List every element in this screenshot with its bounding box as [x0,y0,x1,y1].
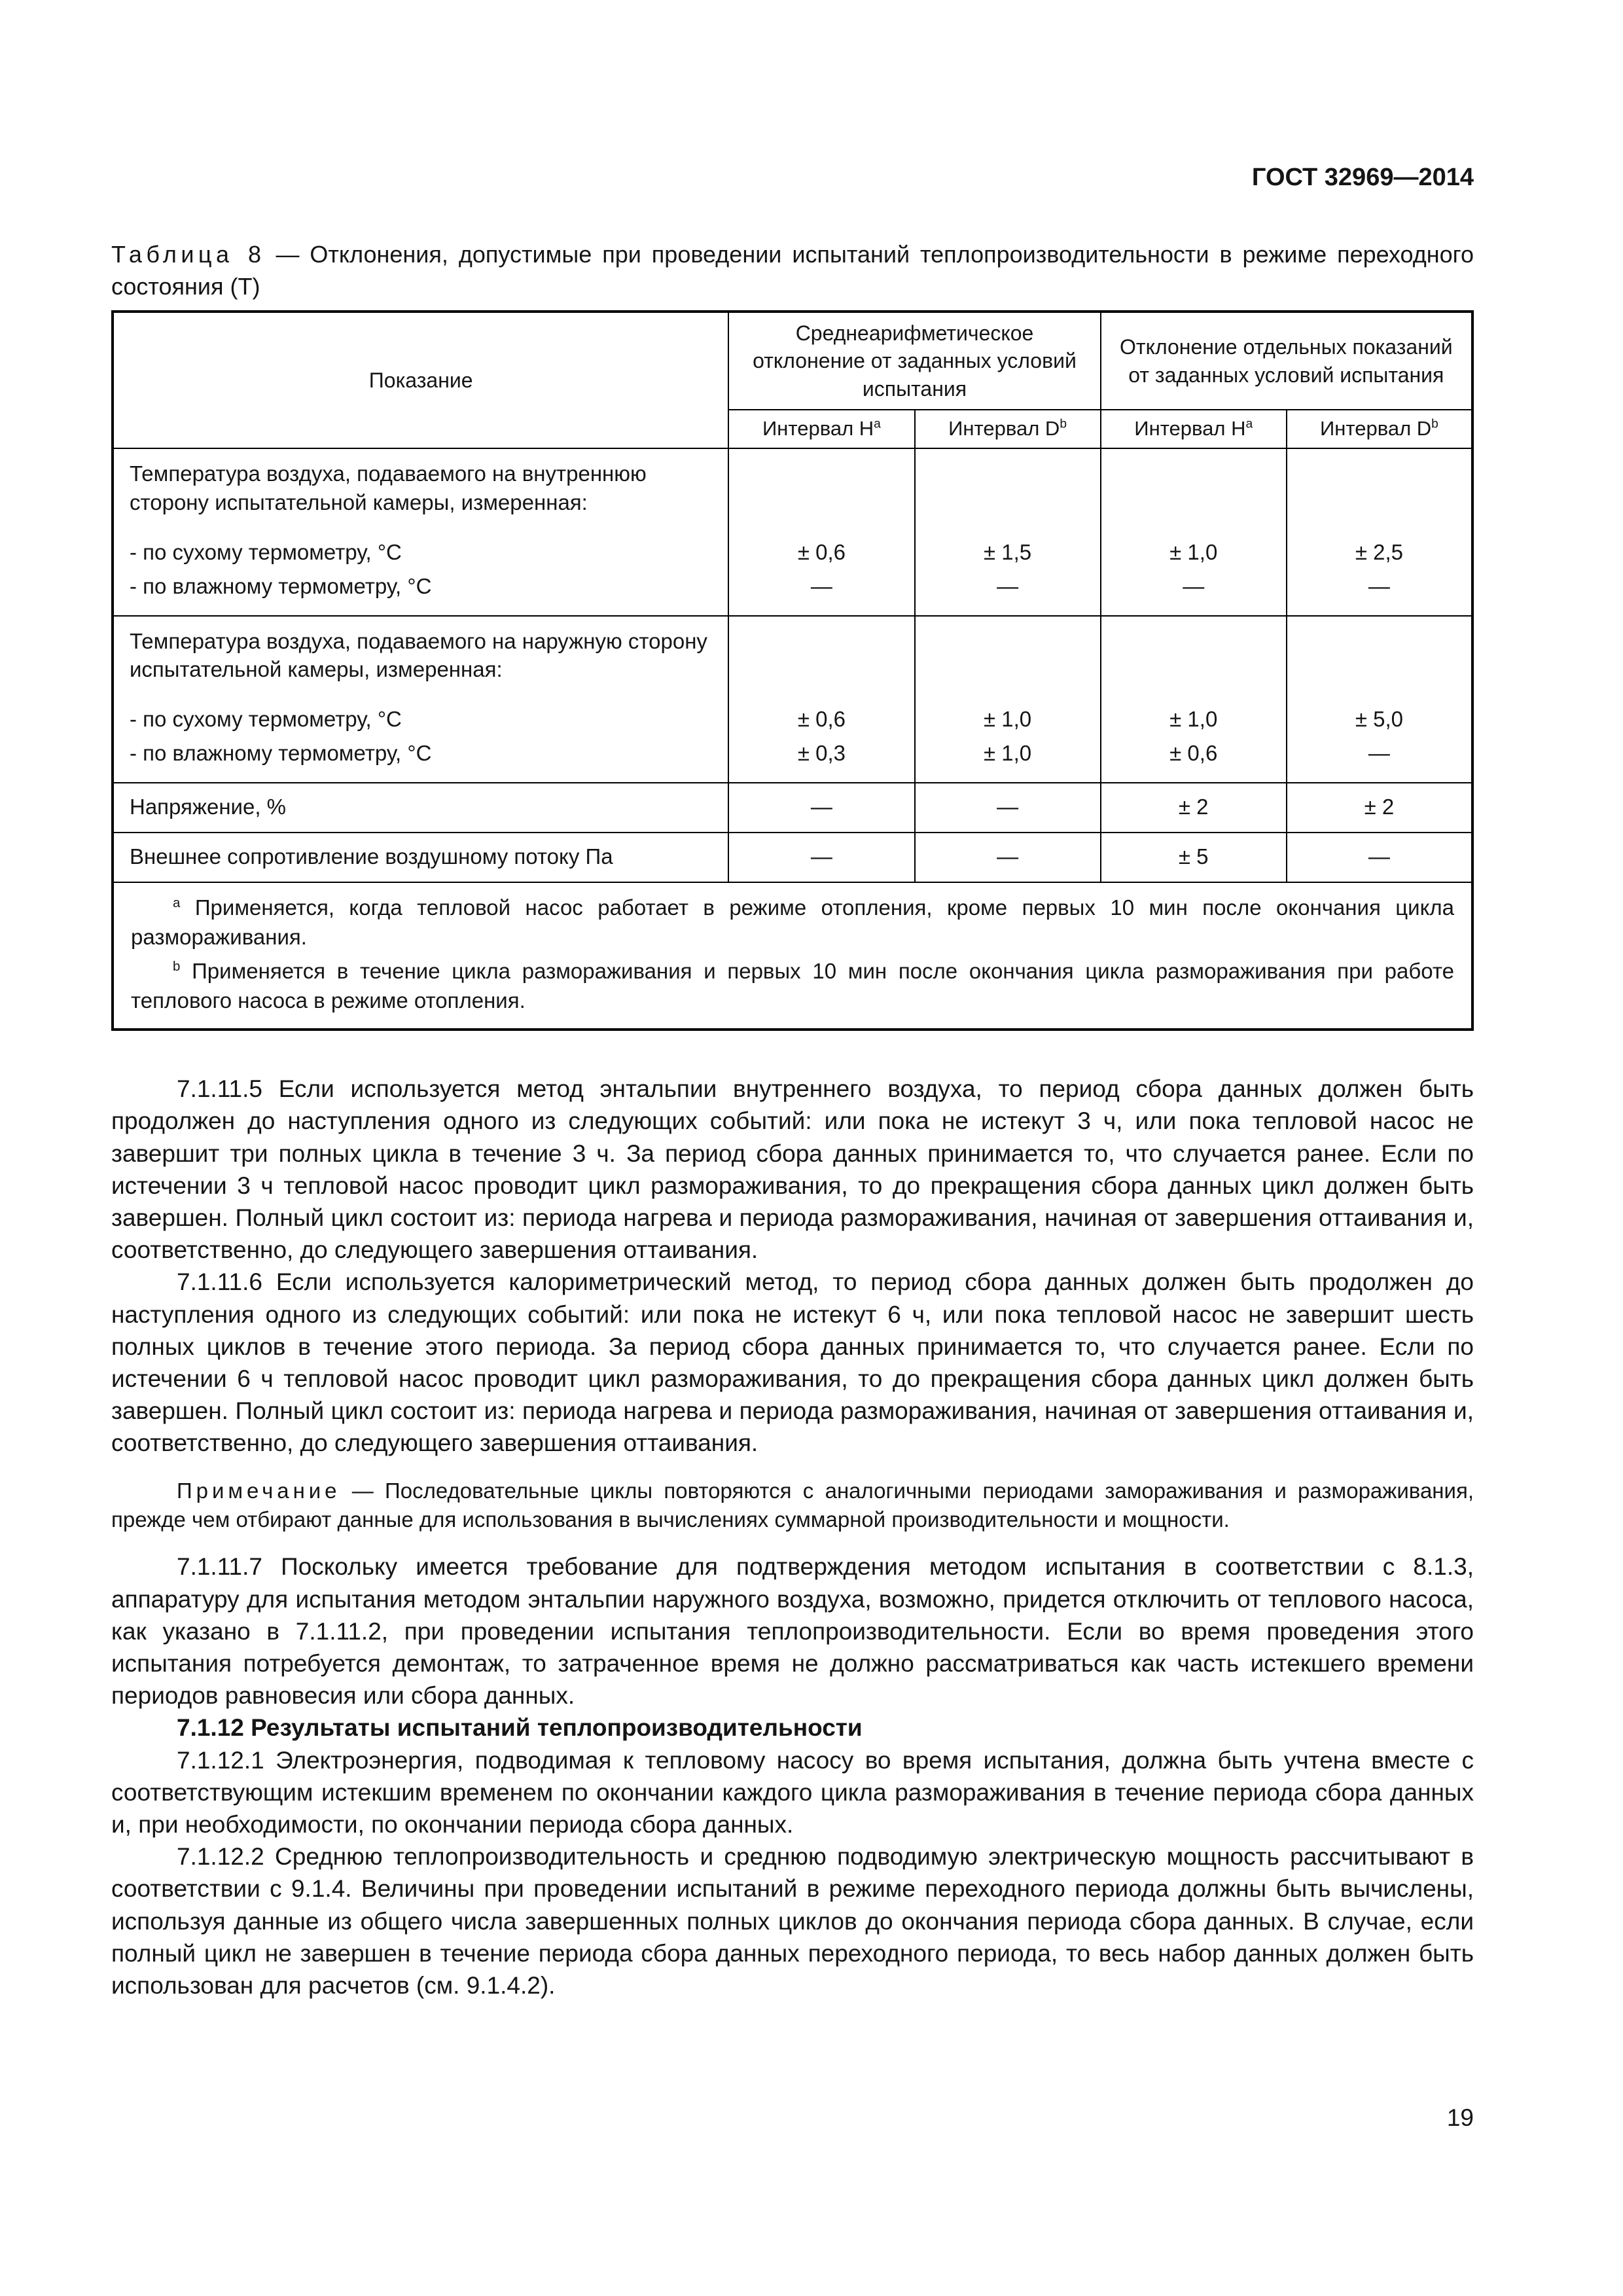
row-sublabel: - по влажному термометру, °С [130,741,432,766]
cell-value: — [997,573,1019,598]
table-row-voltage [113,783,1472,833]
subheader-sup: b [1060,417,1067,431]
subheader-text: Интервал D [1319,416,1432,440]
value-cell [728,616,914,783]
paragraph-7-1-12-2: 7.1.12.2 Среднюю теплопроизводительность и среднюю подводимую электрическую мощность рассчитывают в соответствии с 9.1.4. Величины при проведении испытаний в режиме переходного периода должны быть вычислены, используя данные из общего числа завершенных полных циклов до окончания периода сбора данных. В случае, если полный цикл не завершен в течение периода сбора данных переходного периода, то весь набор данных должен быть использован для расчетов (см. 9.1.4.2). [111,1843,1474,2000]
table-caption-label: Таблица 8 [111,241,266,268]
cell-value: — [1183,573,1205,598]
cell-value: — [1368,573,1390,598]
value-cell [1287,616,1472,783]
document-code: ГОСТ 32969—2014 [1251,164,1474,191]
note-label: Примечание [177,1478,341,1503]
row-label-cell: Внешнее сопротивление воздушному потоку Па [113,833,728,882]
cell-value: ± 5 [1101,833,1287,882]
cell-value: ± 2 [1101,783,1287,833]
row-label-cell: Напряжение, % [113,783,728,833]
subheader-interval-h-2 [1101,410,1287,448]
page-content [111,164,1474,2001]
cell-value: ± 2 [1287,783,1472,833]
subheader-text: Интервал Н [762,416,874,440]
cell-value: — [810,573,832,598]
cell-value: ± 1,5 [984,539,1032,564]
row-intro: Температура воздуха, подаваемого на наружную сторону испытательной камеры, измеренная: [130,628,707,682]
paragraph-7-1-11-7: 7.1.11.7 Поскольку имеется требование для подтверждения методом испытания в соответствии с 8.1.3, аппаратуру для испытания методом энтальпии наружного воздуха, возможно, придется отключить от теплового насоса, как указано в 7.1.11.2, при проведении испытания теплопроизводительности. Если во время проведения этого испытания потребуется демонтаж, то затраченное время не должно рассматриваться как часть истекшего времени периодов равновесия или сбора данных. [111,1553,1474,1710]
cell-value: ± 5,0 [1355,707,1403,732]
value-cell [915,616,1101,783]
cell-value: — [728,833,914,882]
value-cell [728,448,914,616]
page-number: 19 [1446,2104,1474,2131]
cell-value: — [1368,741,1390,766]
cell-value: — [1287,833,1472,882]
cell-value: ± 1,0 [984,741,1032,766]
cell-value: ± 0,6 [797,707,846,732]
group-header-mean-deviation: Среднеарифметическое отклонение от заданных условий испытания [728,312,1100,410]
cell-value: — [915,833,1101,882]
footnote-b-text: Применяется в течение цикла размораживания и первых 10 мин после окончания цикла размораживания при работе теплового насоса в режиме отопления. [131,959,1454,1013]
subheader-interval-d-2 [1287,410,1472,448]
subheader-interval-h-1 [728,410,914,448]
row-sublabel: - по влажному термометру, °С [130,573,432,598]
cell-value: ± 2,5 [1355,539,1403,564]
cell-value: ± 1,0 [984,707,1032,732]
table-header-row-groups [113,312,1472,410]
cell-value: — [915,783,1101,833]
cell-value: — [728,783,914,833]
footnote-a-marker: a [173,895,181,911]
table-row-external-resistance [113,833,1472,882]
heading-7-1-12: 7.1.12 Результаты испытаний теплопроизводительности [177,1714,863,1742]
value-cell [915,448,1101,616]
footnote-a [131,893,1454,952]
table-footnotes-row [113,882,1472,1030]
cell-value: ± 1,0 [1169,707,1218,732]
subheader-text: Интервал Н [1134,416,1246,440]
cell-value: ± 0,6 [797,539,846,564]
table-8 [111,310,1474,1031]
note-text: — Последовательные циклы повторяются с аналогичными периодами замораживания и размораживания, прежде чем отбирают данные для использования в вычислениях суммарной производительности и мощности. [111,1478,1474,1532]
column-header-pokazanie: Показание [113,312,728,448]
note-paragraph [111,1477,1474,1534]
value-cell [1287,448,1472,616]
cell-value: ± 1,0 [1169,539,1218,564]
cell-value: ± 0,3 [797,741,846,766]
paragraph-7-1-12-1: 7.1.12.1 Электроэнергия, подводимая к тепловому насосу во время испытания, должна быть учтена вместе с соответствующим истекшим временем по окончании каждого цикла размораживания в течение периода сбора данных и, при необходимости, по окончании периода сбора данных. [111,1746,1474,1839]
footnote-b [131,957,1454,1015]
row-sublabel: - по сухому термометру, °С [130,707,402,732]
table-caption-text: — Отклонения, допустимые при проведении испытаний теплопроизводительности в режиме переходного состояния (Т) [111,241,1474,300]
subheader-interval-d-1 [915,410,1101,448]
row-label-cell [113,616,728,783]
table-caption [111,239,1474,302]
cell-value: ± 0,6 [1169,741,1218,766]
row-label-cell [113,448,728,616]
table-row-group-outdoor [113,616,1472,783]
subheader-sup: b [1431,417,1438,431]
subheader-text: Интервал D [948,416,1060,440]
footnote-a-text: Применяется, когда тепловой насос работает в режиме отопления, кроме первых 10 мин после окончания цикла размораживания. [131,895,1454,949]
row-sublabel: - по сухому термометру, °С [130,539,402,564]
value-cell [1101,448,1287,616]
value-cell [1101,616,1287,783]
table-footnotes [113,882,1472,1030]
group-header-individual-deviation: Отклонение отдельных показаний от заданных условий испытания [1101,312,1472,410]
subheader-sup: a [1245,417,1253,431]
footnote-b-marker: b [173,959,181,975]
paragraph-7-1-11-5: 7.1.11.5 Если используется метод энтальпии внутреннего воздуха, то период сбора данных должен быть продолжен до наступления одного из следующих событий: или пока не истекут 3 ч, или пока тепловой насос не завершит три полных цикла в течение 3 ч. За период сбора данных принимается то, что случается ранее. Если по истечении 3 ч тепловой насос проводит цикл размораживания, то до прекращения сбора данных цикл должен быть завершен. Полный цикл состоит из: периода нагрева и периода размораживания, начиная от завершения оттаивания и, соответственно, до следующего завершения оттаивания. [111,1075,1474,1264]
table-row-group-indoor [113,448,1472,616]
subheader-sup: a [874,417,881,431]
row-intro: Температура воздуха, подаваемого на внутреннюю сторону испытательной камеры, измеренная: [130,461,647,514]
paragraph-7-1-11-6: 7.1.11.6 Если используется калориметрический метод, то период сбора данных должен быть продолжен до наступления одного из следующих событий: или пока не истекут 6 ч, или пока тепловой насос не завершит шесть полных циклов в течение этого периода. За период сбора данных принимается то, что случается ранее. Если по истечении 6 ч тепловой насос проводит цикл размораживания, то до прекращения сбора данных цикл должен быть завершен. Полный цикл состоит из: периода нагрева и периода размораживания, начиная от завершения оттаивания и, соответственно, до следующего завершения оттаивания. [111,1268,1474,1457]
